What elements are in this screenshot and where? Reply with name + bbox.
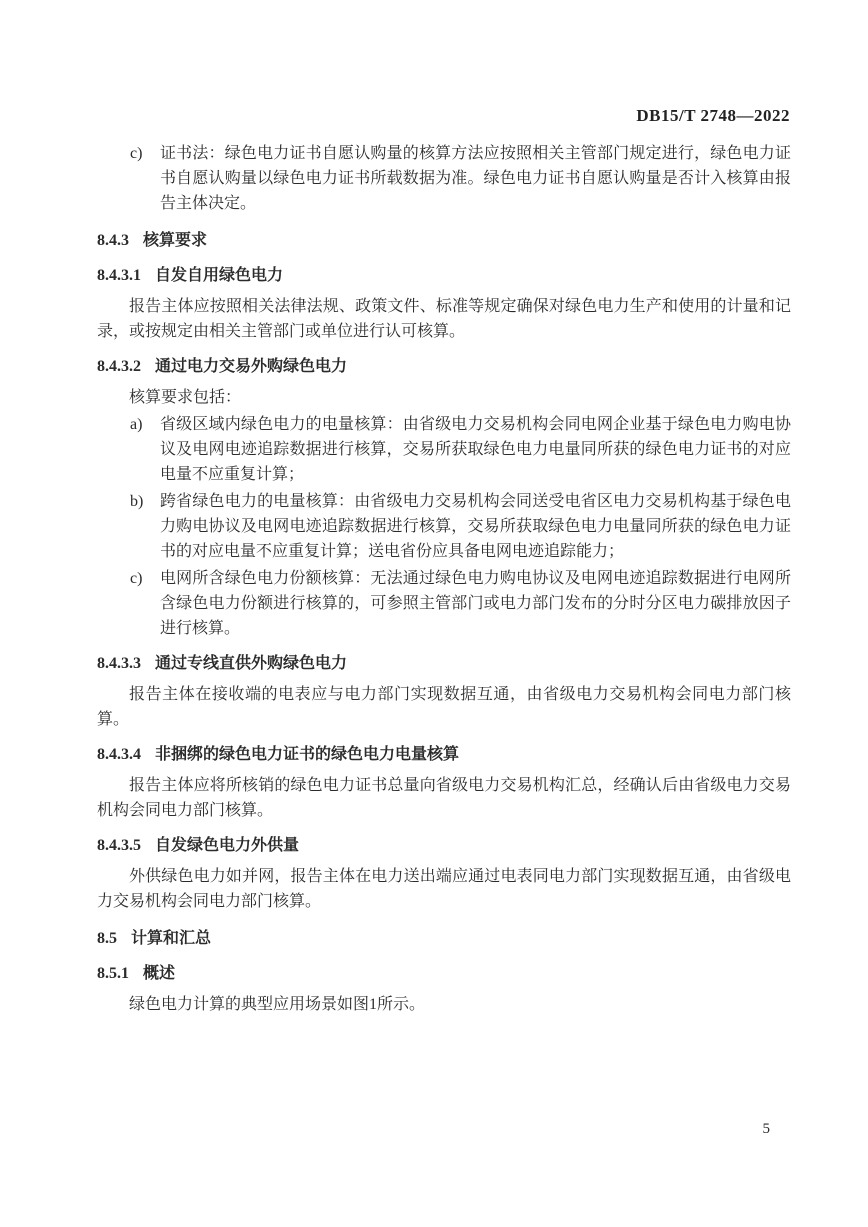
heading-number: 8.5	[97, 930, 117, 947]
paragraph: 核算要求包括：	[129, 389, 242, 406]
paragraph: 报告主体应按照相关法律法规、政策文件、标准等规定确保对绿色电力生产和使用的计量和记录，或按规定由相关主管部门或单位进行认可核算。	[97, 298, 791, 340]
subsection-heading	[97, 354, 791, 379]
heading-number: 8.5.1	[97, 965, 129, 982]
subsection-heading	[97, 833, 791, 858]
section-heading	[97, 228, 791, 253]
section-heading	[97, 926, 791, 951]
heading-title: 核算要求	[143, 232, 208, 249]
heading-number: 8.4.3	[97, 232, 129, 249]
list-item	[97, 489, 791, 564]
heading-title: 计算和汇总	[131, 930, 212, 947]
heading-title: 非捆绑的绿色电力证书的绿色电力电量核算	[155, 746, 460, 763]
page-number: 5	[762, 1121, 770, 1137]
list-item-text: 省级区域内绿色电力的电量核算：由省级电力交易机构会同电网企业基于绿色电力购电协议及电网电迹追踪数据进行核算，交易所获取绿色电力电量同所获的绿色电力证书的对应电量不应重复计算；	[160, 416, 791, 483]
document-content	[97, 139, 791, 1017]
heading-number: 8.4.3.5	[97, 837, 141, 854]
subsection-heading	[97, 742, 791, 767]
list-item-label: c)	[130, 145, 143, 162]
heading-title: 通过电力交易外购绿色电力	[155, 358, 348, 375]
subsection-heading	[97, 961, 791, 986]
heading-title: 自发绿色电力外供量	[155, 837, 300, 854]
list-item-label: c)	[130, 570, 143, 587]
list-item	[97, 412, 791, 487]
subsection-heading	[97, 651, 791, 676]
list-item-label: b)	[130, 493, 144, 510]
list-item-text: 跨省绿色电力的电量核算：由省级电力交易机构会同送受电省区电力交易机构基于绿色电力购电协议及电网电迹追踪数据进行核算，交易所获取绿色电力电量同所获的绿色电力证书的对应电量不应重复计算；送电省份应具备电网电迹追踪能力；	[160, 493, 791, 560]
heading-title: 通过专线直供外购绿色电力	[155, 655, 348, 672]
heading-title: 概述	[143, 965, 176, 982]
paragraph: 外供绿色电力如并网，报告主体在电力送出端应通过电表同电力部门实现数据互通，由省级电力交易机构会同电力部门核算。	[97, 868, 791, 910]
list-item-text: 电网所含绿色电力份额核算：无法通过绿色电力购电协议及电网电迹追踪数据进行电网所含绿色电力份额进行核算的，可参照主管部门或电力部门发布的分时分区电力碳排放因子进行核算。	[160, 570, 791, 637]
list-item-label: a)	[130, 416, 143, 433]
heading-number: 8.4.3.3	[97, 655, 141, 672]
subsection-heading	[97, 263, 791, 288]
heading-number: 8.4.3.4	[97, 746, 141, 763]
heading-number: 8.4.3.2	[97, 358, 141, 375]
paragraph: 绿色电力计算的典型应用场景如图1所示。	[129, 996, 426, 1013]
list-item-text: 证书法：绿色电力证书自愿认购量的核算方法应按照相关主管部门规定进行，绿色电力证书自愿认购量以绿色电力证书所载数据为准。绿色电力证书自愿认购量是否计入核算由报告主体决定。	[160, 145, 791, 212]
standard-number-header: DB15/T 2748—2022	[636, 106, 790, 125]
heading-number: 8.4.3.1	[97, 267, 141, 284]
heading-title: 自发自用绿色电力	[155, 267, 284, 284]
list-item	[97, 141, 791, 216]
paragraph: 报告主体应将所核销的绿色电力证书总量向省级电力交易机构汇总，经确认后由省级电力交易机构会同电力部门核算。	[97, 777, 791, 819]
paragraph: 报告主体在接收端的电表应与电力部门实现数据互通，由省级电力交易机构会同电力部门核算。	[97, 686, 791, 728]
list-item	[97, 566, 791, 641]
